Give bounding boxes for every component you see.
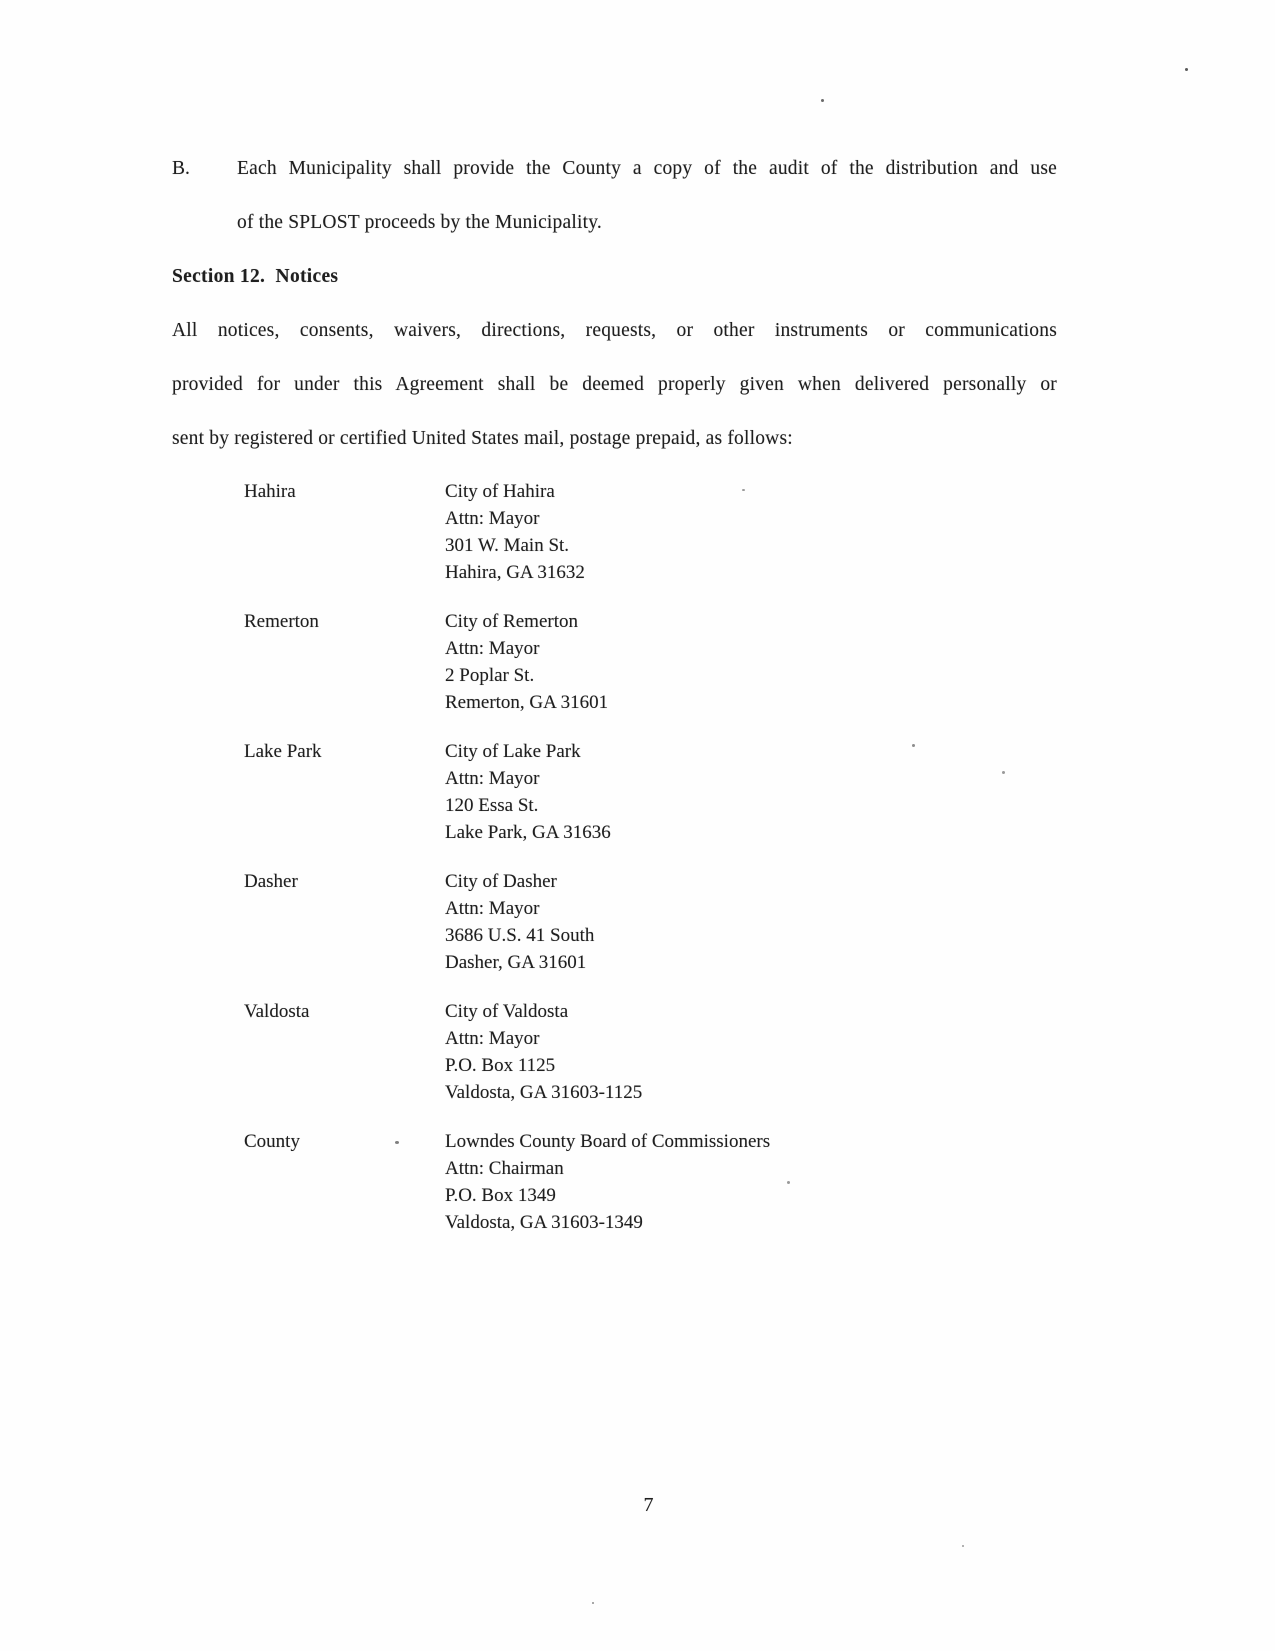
notice-address-line: 120 Essa St. (445, 795, 539, 816)
scan-speck (742, 489, 745, 491)
notice-address-line: Attn: Mayor (445, 768, 540, 789)
notice-address (445, 478, 585, 586)
notice-address-line: Valdosta, GA 31603-1125 (445, 1082, 643, 1103)
notice-address-line: P.O. Box 1349 (445, 1185, 556, 1206)
notice-address-line: Lowndes County Board of Commissioners (445, 1131, 771, 1152)
notice-entry-remerton (244, 608, 1057, 716)
notice-address-line: P.O. Box 1125 (445, 1055, 556, 1076)
scan-speck (912, 744, 915, 747)
item-b-line: of the SPLOST proceeds by the Municipality. (237, 212, 602, 233)
notice-label: Dasher (244, 871, 298, 892)
page-number: 7 (643, 1494, 654, 1516)
notice-address-line: City of Valdosta (445, 1001, 569, 1022)
notice-entry-valdosta (244, 998, 1057, 1106)
section-12-paragraph (172, 304, 1057, 466)
item-b-line: Each Municipality shall provide the County a copy of the audit of the distribution and use (237, 158, 1057, 179)
notice-address-line: Hahira, GA 31632 (445, 562, 585, 583)
notice-entry-county (244, 1128, 1057, 1236)
notice-address (445, 868, 594, 976)
scan-speck (395, 1141, 399, 1144)
notice-label: Valdosta (244, 1001, 310, 1022)
notice-address-line: Lake Park, GA 31636 (445, 822, 611, 843)
notice-address-line: Attn: Mayor (445, 638, 540, 659)
scan-speck (962, 1545, 964, 1547)
notice-address (445, 1128, 770, 1236)
scan-speck (592, 1602, 594, 1604)
notice-entry-dasher (244, 868, 1057, 976)
notice-address (445, 608, 608, 716)
notice-address-line: Attn: Chairman (445, 1158, 564, 1179)
section-12-paragraph-line: provided for under this Agreement shall be deemed properly given when delivered personally or (172, 374, 1057, 395)
notice-address-line: 301 W. Main St. (445, 535, 570, 556)
notice-address-line: 2 Poplar St. (445, 665, 535, 686)
notice-entry-lake-park (244, 738, 1057, 846)
notice-label: Hahira (244, 481, 296, 502)
notice-entry-hahira (244, 478, 1057, 586)
document-content (172, 142, 1057, 1258)
notice-address-line: City of Dasher (445, 871, 557, 892)
section-12-heading: Section 12. Notices (172, 266, 339, 287)
notice-address-line: Valdosta, GA 31603-1349 (445, 1212, 643, 1233)
notice-address-line: Dasher, GA 31601 (445, 952, 587, 973)
notice-address-line: Attn: Mayor (445, 508, 540, 529)
section-12-paragraph-line: sent by registered or certified United States mail, postage prepaid, as follows: (172, 428, 793, 449)
scan-speck (1185, 68, 1188, 71)
notice-address-line: City of Remerton (445, 611, 578, 632)
item-b-paragraph (172, 142, 1057, 250)
scan-speck (787, 1181, 790, 1184)
notice-address (445, 738, 611, 846)
notice-address (445, 998, 642, 1106)
notice-address-line: 3686 U.S. 41 South (445, 925, 595, 946)
notice-address-line: City of Hahira (445, 481, 555, 502)
notice-label: Remerton (244, 611, 319, 632)
notice-address-line: Attn: Mayor (445, 898, 540, 919)
scan-speck (1002, 771, 1005, 774)
notice-address-line: Remerton, GA 31601 (445, 692, 609, 713)
notice-address-line: Attn: Mayor (445, 1028, 540, 1049)
notice-address-line: City of Lake Park (445, 741, 581, 762)
item-b-label: B. (172, 158, 190, 179)
notice-label: Lake Park (244, 741, 322, 762)
notice-address-list (244, 478, 1057, 1236)
section-12-paragraph-line: All notices, consents, waivers, directions, requests, or other instruments or communications (172, 320, 1057, 341)
scan-speck (821, 99, 824, 102)
notice-label: County (244, 1131, 300, 1152)
